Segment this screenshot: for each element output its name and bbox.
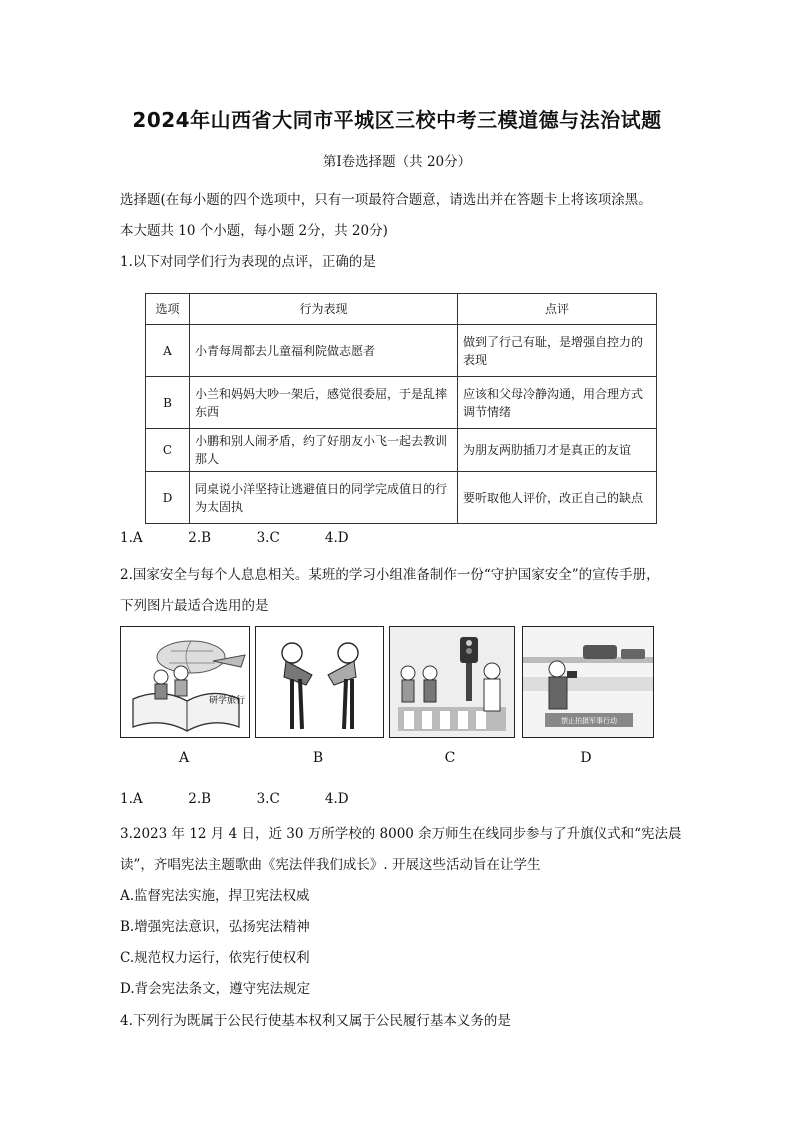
table-cell-comment: 要听取他人评价，改正自己的缺点 bbox=[458, 472, 657, 524]
picture-label-a: A bbox=[178, 750, 190, 766]
picture-label-b: B bbox=[312, 750, 324, 766]
q1-choice-d[interactable]: 4.D bbox=[324, 530, 349, 546]
bowing-students-illustration bbox=[256, 627, 383, 737]
instructions-line-1: 选择题(在每小题的四个选项中，只有一项最符合题意，请选出并在答题卡上将该项涂黑。 bbox=[120, 192, 652, 208]
military-photo-warning-illustration bbox=[523, 627, 653, 737]
q2-stem-line-2: 下列图片最适合选用的是 bbox=[120, 598, 269, 614]
q1-choice-b[interactable]: 2.B bbox=[188, 530, 212, 546]
table-cell-comment: 为朋友两肋插刀才是真正的友谊 bbox=[458, 429, 657, 472]
q1-table bbox=[145, 293, 657, 524]
q1-header-comment: 点评 bbox=[458, 294, 657, 325]
q2-picture-c bbox=[389, 626, 515, 738]
table-cell-behavior: 小青每周都去儿童福利院做志愿者 bbox=[190, 325, 458, 377]
table-cell-behavior: 小兰和妈妈大吵一架后，感觉很委屈，于是乱摔东西 bbox=[190, 377, 458, 429]
table-row bbox=[146, 429, 657, 472]
instructions-line-2: 本大题共 10 个小题，每小题 2分，共 20分) bbox=[120, 223, 388, 239]
picture-a-text: 研学旅行 bbox=[209, 696, 246, 706]
table-row bbox=[146, 377, 657, 429]
table-cell-option: B bbox=[146, 377, 190, 429]
q2-picture-b bbox=[255, 626, 384, 738]
table-row bbox=[146, 325, 657, 377]
q1-choices bbox=[120, 530, 389, 546]
table-row bbox=[146, 472, 657, 524]
q2-picture-a bbox=[120, 626, 250, 738]
q2-choice-c[interactable]: 3.C bbox=[256, 791, 280, 807]
table-cell-option: D bbox=[146, 472, 190, 524]
q2-choice-b[interactable]: 2.B bbox=[188, 791, 212, 807]
q3-option-a[interactable]: A.监督宪法实施，捍卫宪法权威 bbox=[120, 888, 310, 904]
q2-stem-line-1: 2.国家安全与每个人息息相关。某班的学习小组准备制作一份“守护国家安全”的宣传手册， bbox=[120, 567, 660, 583]
q2-choices bbox=[120, 791, 389, 807]
q3-option-b[interactable]: B.增强宪法意识，弘扬宪法精神 bbox=[120, 919, 310, 935]
q3-stem-line-1: 3.2023 年 12 月 4 日，近 30 万所学校的 8000 余万师生在线同步参与了升旗仪式和“宪法晨 bbox=[120, 826, 682, 842]
table-cell-comment: 应该和父母冷静沟通，用合理方式调节情绪 bbox=[458, 377, 657, 429]
q2-choice-a[interactable]: 1.A bbox=[120, 791, 143, 807]
table-cell-option: C bbox=[146, 429, 190, 472]
q4-stem: 4.下列行为既属于公民行使基本权利又属于公民履行基本义务的是 bbox=[120, 1013, 511, 1029]
q3-option-d[interactable]: D.背会宪法条文，遵守宪法规定 bbox=[120, 981, 311, 997]
q3-stem-line-2: 读”，齐唱宪法主题歌曲《宪法伴我们成长》. 开展这些活动旨在让学生 bbox=[120, 857, 541, 873]
section-title: 第Ⅰ卷选择题（共 20分） bbox=[322, 154, 472, 170]
table-cell-behavior: 小鹏和别人闹矛盾，约了好朋友小飞一起去教训那人 bbox=[190, 429, 458, 472]
q2-picture-d bbox=[522, 626, 654, 738]
q1-table-header-row bbox=[146, 294, 657, 325]
page-title: 2024年山西省大同市平城区三校中考三模道德与法治试题 bbox=[132, 108, 662, 132]
traffic-crossing-illustration bbox=[390, 627, 514, 737]
picture-label-c: C bbox=[444, 750, 456, 766]
picture-label-d: D bbox=[580, 750, 592, 766]
q1-stem: 1.以下对同学们行为表现的点评，正确的是 bbox=[120, 254, 376, 270]
q1-header-behavior: 行为表现 bbox=[190, 294, 458, 325]
q1-choice-c[interactable]: 3.C bbox=[256, 530, 280, 546]
picture-d-text: 禁止拍摄军事行动 bbox=[561, 717, 617, 725]
q3-option-c[interactable]: C.规范权力运行，依宪行使权利 bbox=[120, 950, 310, 966]
q1-choice-a[interactable]: 1.A bbox=[120, 530, 143, 546]
q1-header-option: 选项 bbox=[146, 294, 190, 325]
table-cell-behavior: 同桌说小洋坚持让逃避值日的同学完成值日的行为太固执 bbox=[190, 472, 458, 524]
study-trip-illustration bbox=[121, 627, 249, 737]
q2-choice-d[interactable]: 4.D bbox=[324, 791, 349, 807]
table-cell-option: A bbox=[146, 325, 190, 377]
table-cell-comment: 做到了行己有耻，是增强自控力的表现 bbox=[458, 325, 657, 377]
